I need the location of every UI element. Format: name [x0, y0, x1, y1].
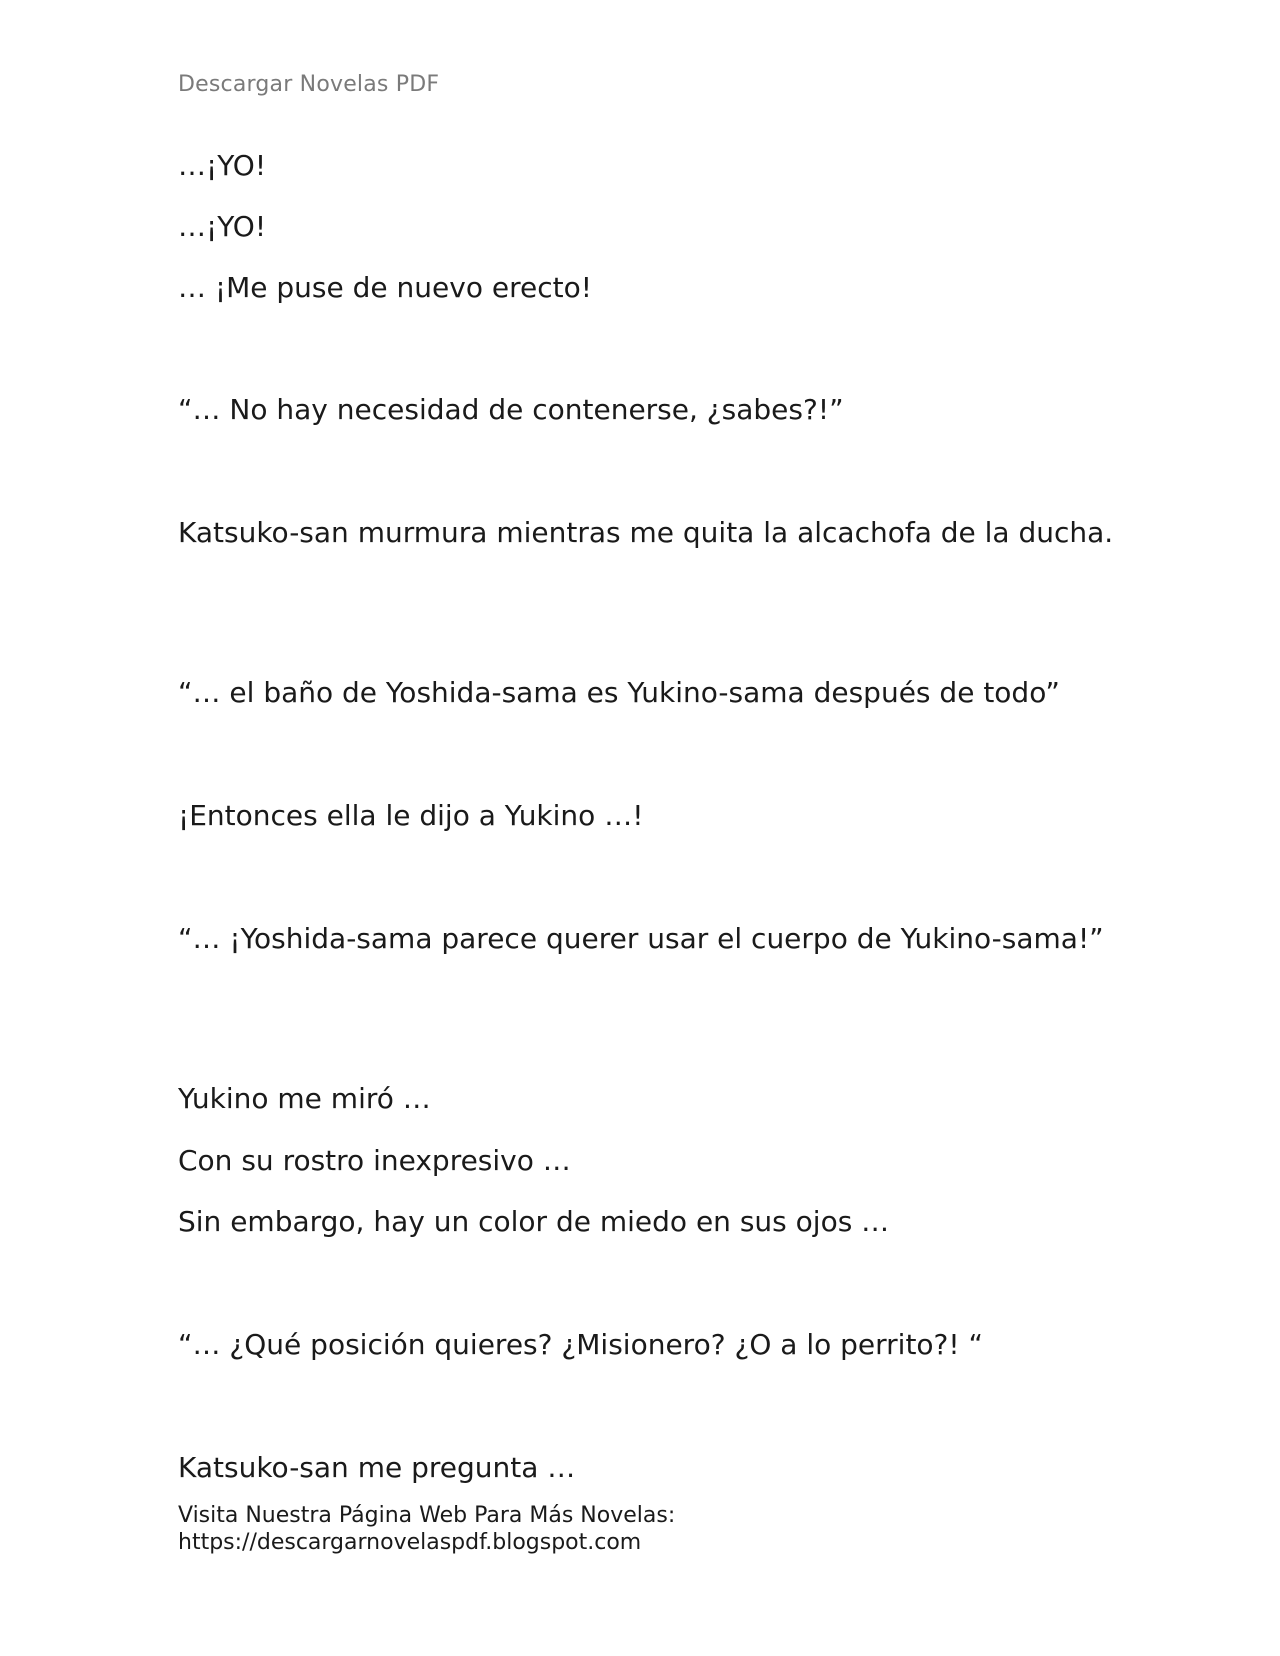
- paragraph-4: “… No hay necesidad de contenerse, ¿sabes?!”: [178, 393, 844, 426]
- paragraph-9: Yukino me miró …: [178, 1082, 431, 1115]
- paragraph-1: …¡YO!: [178, 149, 267, 182]
- paragraph-2: …¡YO!: [178, 210, 267, 243]
- paragraph-8: “… ¡Yoshida-sama parece querer usar el cuerpo de Yukino-sama!”: [178, 922, 1104, 955]
- paragraph-6: “… el baño de Yoshida-sama es Yukino-sama después de todo”: [178, 676, 1060, 709]
- paragraph-7: ¡Entonces ella le dijo a Yukino …!: [178, 799, 644, 832]
- footer-promo-text: Visita Nuestra Página Web Para Más Novelas:: [178, 1503, 676, 1528]
- paragraph-10: Con su rostro inexpresivo …: [178, 1144, 571, 1177]
- footer-url-link[interactable]: https://descargarnovelaspdf.blogspot.com: [178, 1530, 642, 1555]
- paragraph-11: Sin embargo, hay un color de miedo en sus ojos …: [178, 1205, 890, 1238]
- paragraph-3: … ¡Me puse de nuevo erecto!: [178, 271, 592, 304]
- paragraph-5: Katsuko-san murmura mientras me quita la alcachofa de la ducha.: [178, 516, 1114, 549]
- page-footer: [178, 1502, 675, 1556]
- paragraph-12: “… ¿Qué posición quieres? ¿Misionero? ¿O a lo perrito?! “: [178, 1328, 984, 1361]
- paragraph-13: Katsuko-san me pregunta …: [178, 1451, 576, 1484]
- page-header-site-name: Descargar Novelas PDF: [178, 72, 440, 97]
